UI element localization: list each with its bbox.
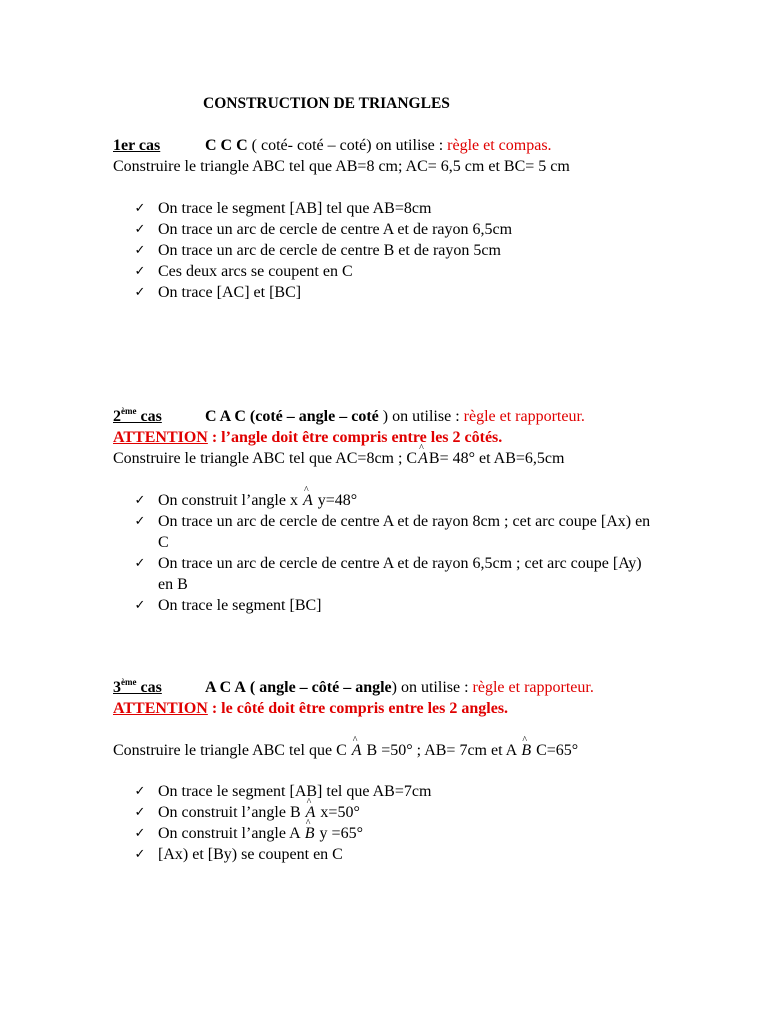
case2-rule: C A C xyxy=(205,408,246,425)
list-item: ✓ On construit l’angle A ^ B y =65° xyxy=(133,823,653,844)
case1-heading xyxy=(113,135,552,156)
step-text: On trace [AC] et [BC] xyxy=(158,284,302,301)
list-item: ✓ On construit l’angle B ^ A x=50° xyxy=(133,802,653,823)
attention-text: : le côté doit être compris entre les 2 angles. xyxy=(211,700,509,717)
list-item xyxy=(133,198,653,219)
attention-text: : l’angle doit être compris entre les 2 côtés. xyxy=(211,429,503,446)
check-icon: ✓ xyxy=(134,285,146,300)
step-text: On trace le segment [BC] xyxy=(158,597,322,614)
step-text: On trace un arc de cercle de centre A et de rayon 8cm ; cet arc coupe [Ax) en C xyxy=(158,513,651,551)
case3-heading: 3ème cas A C A ( angle – côté – angle) on utilise : règle et rapporteur. xyxy=(113,677,594,696)
angle-symbol: ^ A xyxy=(351,740,363,761)
case1-label: 1er cas xyxy=(113,137,161,154)
case3-label: 3ème cas xyxy=(113,677,162,696)
case1-rule: C C C xyxy=(205,137,248,154)
check-icon: ✓ xyxy=(134,514,146,529)
case2-steps xyxy=(133,490,653,616)
check-icon: ✓ xyxy=(134,493,146,508)
list-item xyxy=(133,553,653,595)
check-icon: ✓ xyxy=(134,201,146,216)
case3-desc-close: ) on utilise : xyxy=(391,679,469,696)
check-icon: ✓ xyxy=(134,805,146,820)
list-item: ✓ On construit l’angle x ^ A y=48° xyxy=(133,490,653,511)
case2-desc: (coté – angle – coté xyxy=(249,408,379,425)
list-item xyxy=(133,282,653,303)
case2-label: 2ème cas xyxy=(113,406,162,425)
step-text: Ces deux arcs se coupent en C xyxy=(158,263,353,280)
case3-desc: angle – côté – angle xyxy=(259,679,392,696)
case2-tools: règle et rapporteur. xyxy=(463,408,585,425)
case3-steps xyxy=(133,781,653,865)
case2-statement: Construire le triangle ABC tel que AC=8cm ; C^ AB= 48° et AB=6,5cm xyxy=(113,448,564,469)
check-icon: ✓ xyxy=(134,826,146,841)
case3-statement: Construire le triangle ABC tel que C ^ A B =50° ; AB= 7cm et A ^ B C=65° xyxy=(113,740,578,761)
attention-label: ATTENTION xyxy=(113,429,208,446)
check-icon: ✓ xyxy=(134,847,146,862)
case3-tools: règle et rapporteur. xyxy=(472,679,594,696)
check-icon: ✓ xyxy=(134,243,146,258)
case2-attention xyxy=(113,427,502,448)
list-item xyxy=(133,595,653,616)
angle-symbol: ^ A xyxy=(417,448,429,469)
case2-desc-close: ) on utilise : xyxy=(382,408,460,425)
list-item xyxy=(133,240,653,261)
list-item xyxy=(133,511,653,553)
case1-statement: Construire le triangle ABC tel que AB=8 cm; AC= 6,5 cm et BC= 5 cm xyxy=(113,158,570,175)
step-text: On trace le segment [AB] tel que AB=8cm xyxy=(158,200,432,217)
list-item xyxy=(133,219,653,240)
step-text: On trace un arc de cercle de centre B et de rayon 5cm xyxy=(158,242,501,259)
angle-symbol: ^ A xyxy=(305,802,317,823)
page-title: CONSTRUCTION DE TRIANGLES xyxy=(203,95,450,112)
case1-tools: règle et compas. xyxy=(447,137,552,154)
step-text: On trace un arc de cercle de centre A et de rayon 6,5cm ; cet arc coupe [Ay) en B xyxy=(158,555,642,593)
case3-rule: A C A xyxy=(205,679,246,696)
attention-label: ATTENTION xyxy=(113,700,208,717)
list-item: ✓ [Ax) et [By) se coupent en C xyxy=(134,846,343,863)
check-icon: ✓ xyxy=(134,264,146,279)
check-icon: ✓ xyxy=(134,556,146,571)
angle-symbol: ^ A xyxy=(302,490,314,511)
angle-symbol: ^ B xyxy=(520,740,532,761)
case1-desc: ( coté- coté – coté) on utilise : xyxy=(251,137,444,154)
check-icon: ✓ xyxy=(134,222,146,237)
list-item xyxy=(133,261,653,282)
case1-steps xyxy=(133,198,653,303)
case3-attention xyxy=(113,698,508,719)
list-item: ✓ On trace le segment [AB] tel que AB=7cm xyxy=(134,783,432,800)
step-text: On trace un arc de cercle de centre A et de rayon 6,5cm xyxy=(158,221,513,238)
check-icon: ✓ xyxy=(134,784,146,799)
case2-heading xyxy=(113,406,585,427)
check-icon: ✓ xyxy=(134,598,146,613)
angle-symbol: ^ B xyxy=(304,823,316,844)
